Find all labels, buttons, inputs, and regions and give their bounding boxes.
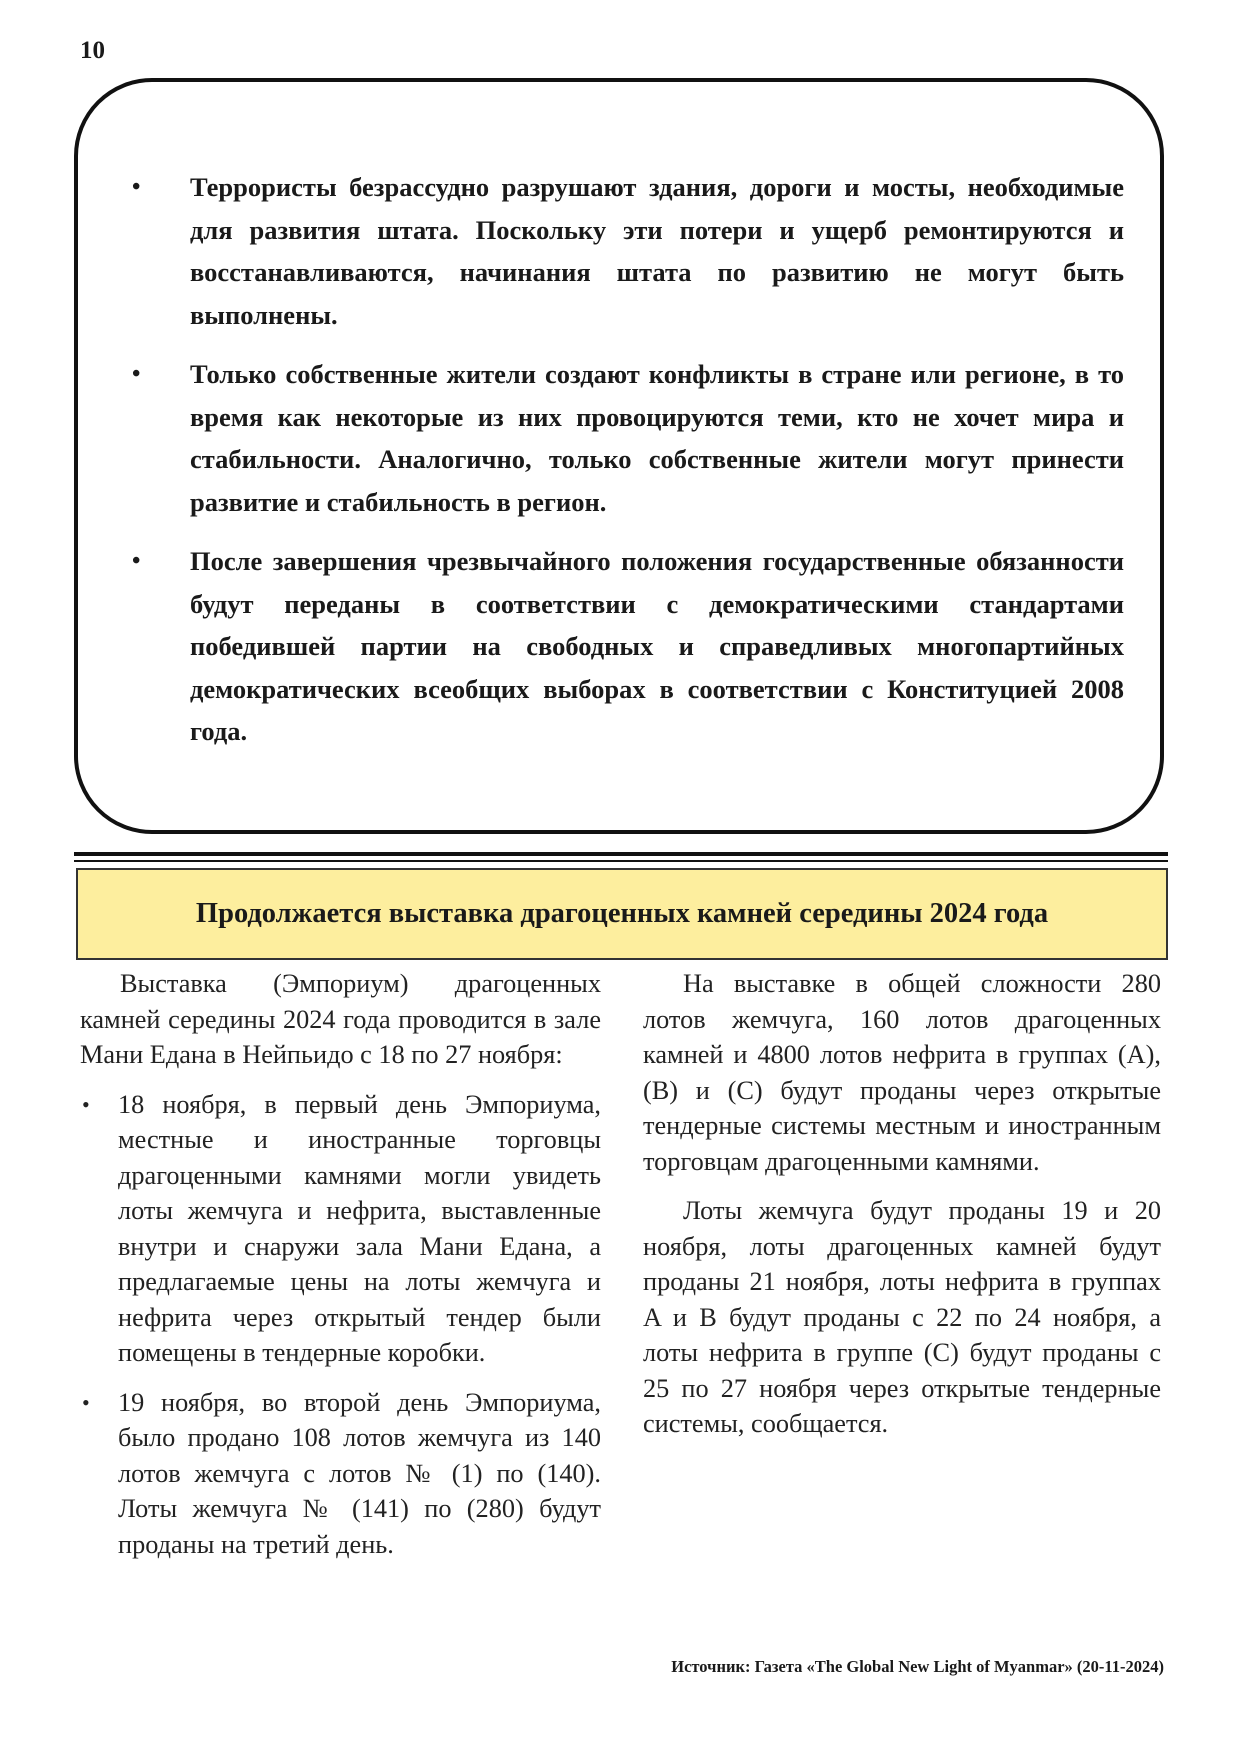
article-column-right	[643, 966, 1161, 1456]
article-headline-box	[76, 868, 1168, 960]
article-headline: Продолжается выставка драгоценных камней середины 2024 года	[195, 897, 1049, 929]
article-paragraph: На выставке в общей сложности 280 лотов жемчуга, 160 лотов драгоценных камней и 4800 лотов нефрита в группах (A), (B) и (C) будут проданы через открытые тендерные системы местным и иностранным торговцам драгоценными камнями.	[643, 969, 1161, 1176]
source-citation: Источник: Газета «The Global New Light of Myanmar» (20-11-2024)	[671, 1657, 1164, 1676]
notice-item	[114, 166, 1124, 336]
page-number: 10	[80, 37, 105, 64]
notice-item-text: После завершения чрезвычайного положения государственные обязанности будут переданы в соответствии с демократическими стандартами победившей партии на свободных и справедливых многопартийных демократических всеобщих выборах в соответствии с Конституцией 2008 года.	[190, 546, 1124, 746]
bullet-icon: •	[132, 548, 141, 574]
article-list-item	[80, 1087, 601, 1371]
bullet-icon: •	[132, 174, 141, 200]
article-list	[80, 1087, 601, 1563]
article-intro: Выставка (Эмпориум) драгоценных камней середины 2024 года проводится в зале Мани Едана в Нейпьидо с 18 по 27 ноября:	[80, 969, 601, 1069]
section-divider-thick	[74, 852, 1168, 856]
notice-item	[114, 353, 1124, 523]
section-divider-thin	[74, 860, 1168, 862]
article-list-item	[80, 1385, 601, 1563]
article-column-left	[80, 966, 601, 1576]
notice-item-text: Только собственные жители создают конфликты в стране или регионе, в то время как некоторые из них провоцируются теми, кто не хочет мира и стабильности. Аналогично, только собственные жители могут принести развитие и стабильность в регион.	[190, 359, 1124, 517]
bullet-icon: •	[82, 1389, 90, 1415]
article-paragraph: Лоты жемчуга будут проданы 19 и 20 ноября, лоты драгоценных камней будут проданы 21 ноября, лоты нефрита в группах A и B будут проданы с 22 по 24 ноября, а лоты нефрита в группе (C) будут проданы с 25 по 27 ноября через открытые тендерные системы, сообщается.	[643, 1196, 1161, 1438]
notice-item	[114, 540, 1124, 753]
notice-box	[74, 78, 1164, 834]
bullet-icon: •	[132, 361, 141, 387]
article-list-item-text: 19 ноября, во второй день Эмпориума, было продано 108 лотов жемчуга из 140 лотов жемчуга с лотов № (1) по (140). Лоты жемчуга № (141) по (280) будут проданы на третий день.	[118, 1387, 601, 1559]
notice-item-text: Террористы безрассудно разрушают здания, дороги и мосты, необходимые для развития штата. Поскольку эти потери и ущерб ремонтируются и восстанавливаются, начинания штата по развитию не могут быть выполнены.	[190, 172, 1124, 330]
notice-list	[114, 166, 1124, 753]
bullet-icon: •	[82, 1091, 90, 1117]
article-list-item-text: 18 ноября, в первый день Эмпориума, местные и иностранные торговцы драгоценными камнями могли увидеть лоты жемчуга и нефрита, выставленные внутри и снаружи зала Мани Едана, а предлагаемые цены на лоты жемчуга и нефрита через открытый тендер были помещены в тендерные коробки.	[118, 1089, 601, 1367]
